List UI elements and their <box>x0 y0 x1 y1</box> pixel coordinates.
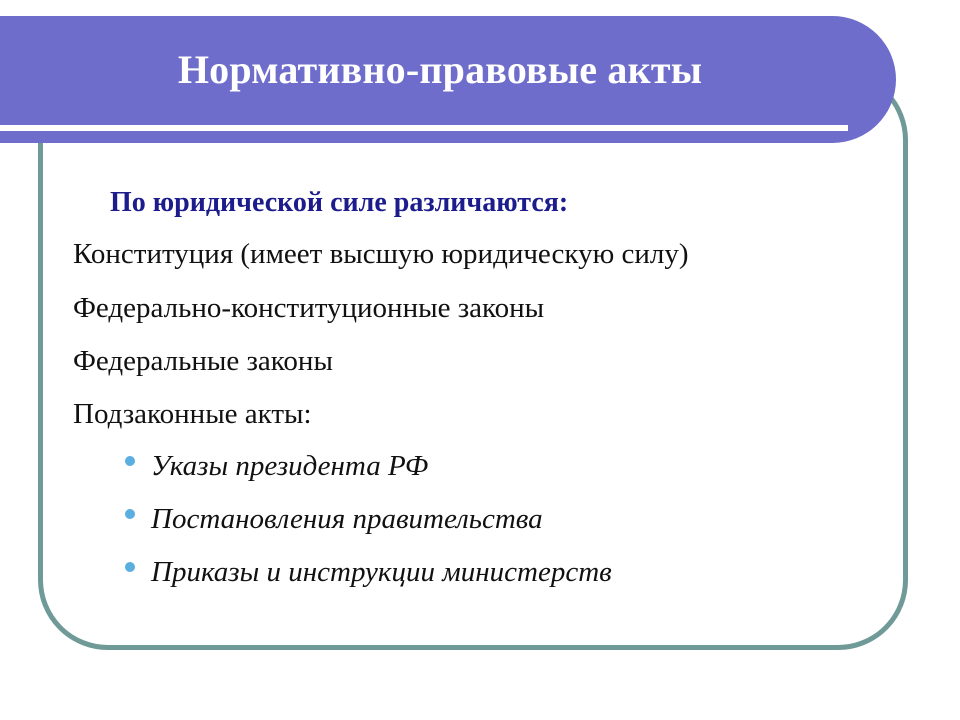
list-item: Конституция (имеет высшую юридическую силу) <box>73 238 689 270</box>
sub-list-item <box>125 450 428 483</box>
sub-list-item-label: Постановления правительства <box>151 503 543 535</box>
list-item: Подзаконные акты: <box>73 398 312 430</box>
sub-list-item-label: Приказы и инструкции министерств <box>151 556 612 588</box>
bullet-icon <box>125 562 135 572</box>
list-item: Федеральные законы <box>73 345 333 377</box>
title-underline <box>0 125 848 131</box>
sub-list-item-label: Указы президента РФ <box>151 450 429 482</box>
bullet-icon <box>125 456 135 466</box>
section-subtitle: По юридической силе различаются: <box>110 187 569 218</box>
bullet-icon <box>125 509 135 519</box>
list-item: Федерально-конституционные законы <box>73 292 545 324</box>
slide-title: Нормативно-правовые акты <box>177 47 703 92</box>
sub-list-item <box>125 556 612 589</box>
sub-list-item <box>125 503 543 536</box>
